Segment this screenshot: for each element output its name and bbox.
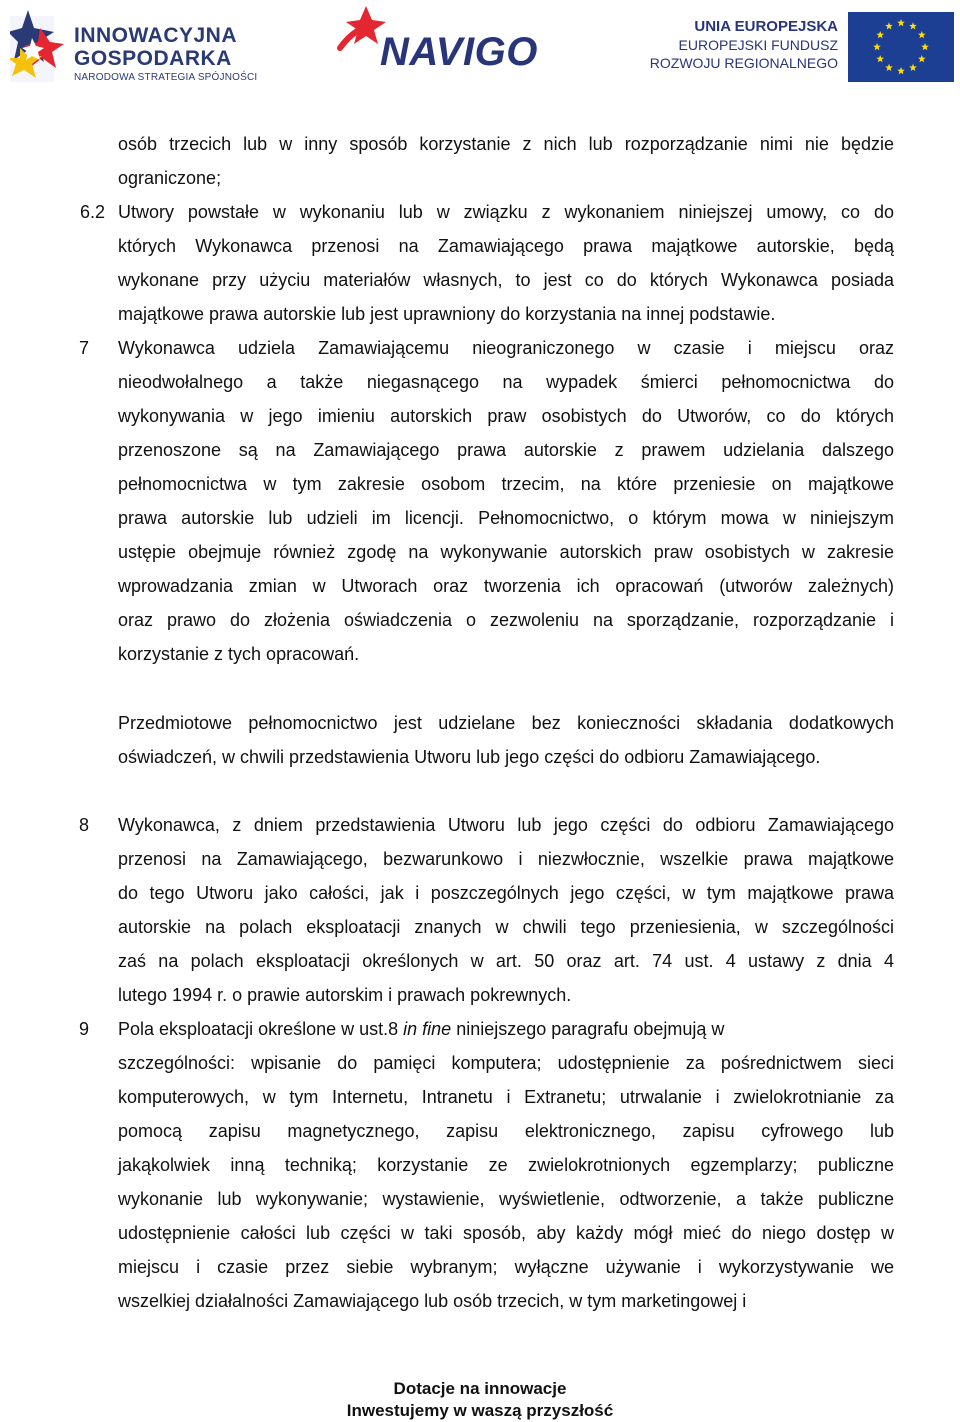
text-line: pomocą zapisu magnetycznego, zapisu elektronicznego, zapisu cyfrowego lub (118, 1121, 894, 1141)
text-line: Wykonawca udziela Zamawiającemu nieograniczonego w czasie i miejscu oraz (118, 338, 894, 358)
text-line: wykonane przy użyciu materiałów własnych, to jest co do których Wykonawca posiada (118, 270, 894, 290)
text-line: komputerowych, w tym Internetu, Intranetu i Extranetu; utrwalanie i zwielokrotnianie za (118, 1087, 894, 1107)
text-line: miejscu i czasie przez siebie wybranym; wyłączne używanie i wykorzystywanie we (118, 1257, 894, 1277)
text-line: Wykonawca, z dniem przedstawienia Utworu lub jego części do odbioru Zamawiającego (118, 815, 894, 835)
eu-line2: EUROPEJSKI FUNDUSZ (678, 37, 838, 53)
text-line: oraz prawo do złożenia oświadczenia o zezwoleniu na sporządzanie, rozporządzanie i (118, 610, 894, 630)
item-9-italic: in fine (403, 1019, 452, 1039)
text-line: wykonanie lub wykonywanie; wystawienie, wyświetlenie, odtworzenie, a także publiczne (118, 1189, 894, 1209)
item-number-6-2: 6.2 (80, 202, 106, 222)
text-line: autorskie na polach eksploatacji znanych w chwili tego przeniesienia, w szczególności (118, 917, 894, 937)
eu-line1: UNIA EUROPEJSKA (694, 18, 838, 35)
text-line: korzystanie z tych opracowań. (118, 644, 360, 664)
item-9-after: niniejszego paragrafu obejmują w (451, 1019, 725, 1039)
star-burst-icon (10, 8, 66, 86)
text-line: pełnomocnictwa w tym zakresie osobom trzecim, na które przeniesie on majątkowe (118, 474, 894, 494)
text-line: wprowadzania zmian w Utworach oraz tworzenia ich opracowań (utworów zależnych) (118, 576, 894, 596)
text-line: przenosi na Zamawiającego, bezwarunkowo i niezwłocznie, wszelkie prawa majątkowe (118, 849, 894, 869)
text-line: lutego 1994 r. o prawie autorskim i prawach pokrewnych. (118, 985, 572, 1005)
text-line: których Wykonawca przenosi na Zamawiającego prawa majątkowe autorskie, będą (118, 236, 894, 256)
item-9-text-start (118, 1012, 724, 1046)
text-line: do tego Utworu jako całości, jak i poszczególnych jego części, w tym majątkowe prawa (118, 883, 894, 903)
text-line: nieodwołalnego a także niegasnącego na wypadek śmierci pełnomocnictwa do (118, 372, 894, 392)
text-line: Utwory powstałe w wykonaniu lub w związku z wykonaniem niniejszej umowy, co do (118, 202, 894, 222)
page-footer (0, 1378, 960, 1422)
item-number-9: 9 (79, 1019, 90, 1039)
text-line: prawa autorskie lub udzieli im licencji. Pełnomocnictwo, o którym mowa w niniejszym (118, 508, 894, 528)
eu-line3: ROZWOJU REGIONALNEGO (649, 55, 838, 71)
text-line: ograniczone; (118, 168, 222, 188)
text-line: wykonywania w jego imieniu autorskich praw osobistych do Utworów, co do których (118, 406, 894, 426)
text-line: oświadczeń, w chwili przedstawienia Utworu lub jego części do odbioru Zamawiającego. (118, 747, 821, 767)
text-line: majątkowe prawa autorskie lub jest uprawniony do korzystania na innej podstawie. (118, 304, 776, 324)
text-line: szczególności: wpisanie do pamięci komputera; udostępnienie za pośrednictwem sieci (118, 1053, 894, 1073)
text-line: udostępnienie całości lub części w taki sposób, aby każdy mógł mieć do niego dostęp w (118, 1223, 894, 1243)
footer-line1: Dotacje na innowacje (393, 1379, 567, 1398)
logo-left-line2: GOSPODARKA (74, 47, 232, 70)
text-line: zaś na polach eksploatacji określonych w art. 50 oraz art. 74 ust. 4 ustawy z dnia 4 (118, 951, 894, 971)
logo-left-line1: INNOWACYJNA (74, 24, 238, 47)
item-number-7: 7 (79, 338, 90, 358)
text-line: przenoszone są na Zamawiającego prawa autorskie z prawem udzielania dalszego (118, 440, 894, 460)
navigo-logo (336, 4, 558, 76)
text-line-item-9 (118, 1012, 894, 1046)
text-line: Przedmiotowe pełnomocnictwo jest udzielane bez konieczności składania dodatkowych (118, 713, 894, 733)
eu-flag-icon (848, 12, 954, 82)
eu-logo (649, 12, 956, 84)
text-line: wszelkiej działalności Zamawiającego lub osób trzecich, w tym marketingowej i (118, 1291, 747, 1311)
footer-line2: Inwestujemy w waszą przyszłość (346, 1401, 614, 1420)
text-line: osób trzecich lub w inny sposób korzystanie z nich lub rozporządzanie nimi nie będzie (118, 134, 894, 154)
page-header (0, 0, 960, 100)
item-number-8: 8 (79, 815, 90, 835)
navigo-wordmark: NAVIGO (380, 30, 538, 74)
text-line: jakąkolwiek inną techniką; korzystanie ze zwielokrotnionych egzemplarzy; publiczne (118, 1155, 894, 1175)
logo-left-line3: NARODOWA STRATEGIA SPÓJNOŚCI (74, 72, 258, 83)
innowacyjna-gospodarka-logo (10, 8, 258, 84)
text-line: ustępie obejmuje również zgodę na wykonywanie autorskich praw osobistych w zakresie (118, 542, 894, 562)
item-9-before: Pola eksploatacji określone w ust.8 (118, 1019, 404, 1039)
